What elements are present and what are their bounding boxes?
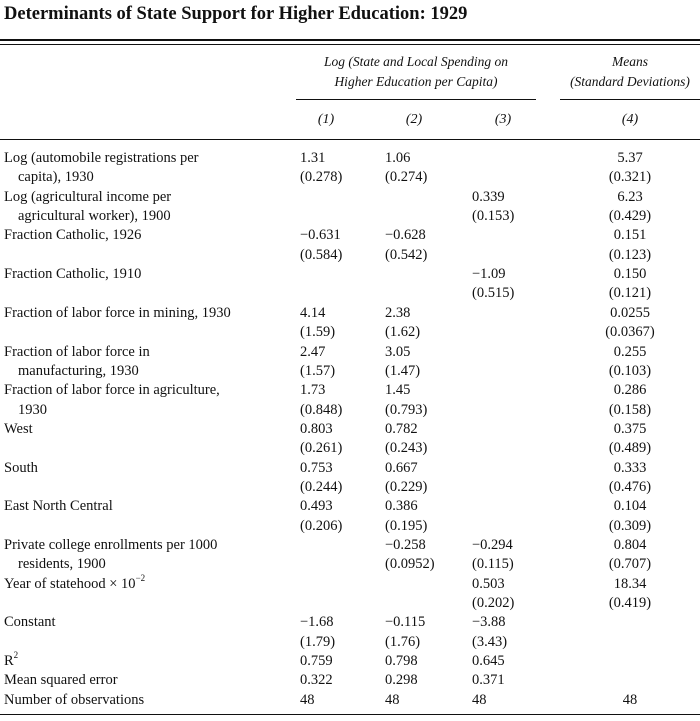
stat-value-cell: 48 (472, 691, 487, 708)
row-label: Fraction Catholic, 1910 (4, 266, 142, 283)
coefficient-cell: 1.31 (300, 150, 326, 166)
standard-error-cell: (0.195) (385, 517, 428, 534)
coefficient-cell: 0.333 (613, 459, 647, 476)
header-bottom-rule (0, 139, 700, 140)
coefficient-cell: 0.339 (472, 188, 505, 205)
row-label: Log (automobile registrations per (4, 150, 199, 166)
table-row (0, 304, 700, 324)
table-row-se (0, 362, 700, 382)
coefficient-cell: 0.150 (613, 266, 647, 283)
table-row-se (0, 207, 700, 227)
stat-value-cell: 48 (385, 691, 400, 708)
standard-error-cell: (0.274) (385, 169, 428, 186)
coefficient-cell: 2.47 (300, 343, 326, 360)
table-row-se (0, 168, 700, 188)
coefficient-cell: 5.37 (617, 150, 643, 166)
stat-row (0, 691, 700, 711)
standard-error-cell: (0.121) (608, 285, 652, 302)
table-row-se (0, 633, 700, 653)
col-number-1: (1) (317, 112, 335, 127)
coefficient-cell: 0.151 (613, 227, 647, 244)
col-number-2: (2) (405, 112, 423, 127)
coefficient-cell: 0.667 (385, 459, 418, 476)
bottom-rule (0, 714, 700, 715)
table-row-se (0, 517, 700, 537)
stat-row (0, 652, 700, 672)
row-label: West (4, 420, 33, 437)
stat-value-cell: 48 (300, 691, 315, 708)
row-label: Log (agricultural income per (4, 188, 172, 205)
coefficient-cell: 0.803 (300, 420, 333, 437)
coefficient-cell: 1.06 (385, 150, 411, 166)
coefficient-cell: 1.45 (385, 382, 411, 399)
table-row (0, 149, 700, 169)
row-label: Year of statehood × $10^{-2}$ (4, 572, 146, 592)
coefficient-cell: 0.255 (613, 343, 647, 360)
table-row (0, 265, 700, 285)
standard-error-cell: (0.244) (300, 478, 343, 495)
row-label: Fraction of labor force in (4, 343, 150, 360)
stat-value-cell: 0.759 (300, 653, 333, 670)
standard-error-cell: (0.115) (472, 556, 514, 573)
coefficient-cell: 6.23 (617, 188, 643, 205)
row-label: Private college enrollments per 1000 (4, 537, 218, 553)
col-number-4: (4) (621, 112, 639, 127)
row-label-continued: manufacturing, 1930 (18, 362, 139, 379)
standard-error-cell: (3.43) (472, 633, 508, 650)
standard-error-cell: (0.202) (472, 595, 515, 612)
standard-error-cell: (0.584) (300, 246, 343, 263)
row-label: Fraction of labor force in agriculture, (4, 382, 220, 399)
table-row-se (0, 439, 700, 459)
stat-value-cell: 0.298 (385, 672, 418, 689)
standard-error-cell: (0.515) (472, 285, 515, 302)
standard-error-cell: (0.229) (385, 478, 428, 495)
table-row (0, 572, 700, 595)
means-header-rule (560, 99, 700, 100)
row-label: Constant (4, 614, 56, 631)
standard-error-cell: (0.158) (608, 401, 652, 418)
stat-row (0, 671, 700, 691)
coefficient-cell: −3.88 (472, 614, 506, 631)
standard-error-cell: (0.707) (608, 556, 652, 573)
spending-header-line1: Log (State and Local Spending on (323, 54, 509, 69)
coefficient-cell: 0.286 (613, 382, 647, 399)
stat-value-cell: 0.371 (472, 672, 505, 689)
table-row (0, 343, 700, 363)
means-header-line1: Means (612, 54, 648, 69)
coefficient-cell: −1.68 (300, 614, 334, 631)
table-row (0, 536, 700, 556)
top-rule-thick (0, 39, 700, 41)
table-row (0, 459, 700, 479)
table-row-se (0, 478, 700, 498)
standard-error-cell: (0.793) (385, 401, 428, 418)
coefficient-cell: 0.804 (613, 537, 647, 553)
coefficient-cell: 18.34 (613, 575, 647, 592)
coefficient-cell: 0.375 (613, 420, 647, 437)
stat-value-cell: 48 (622, 691, 638, 708)
coefficient-cell: 0.0255 (610, 304, 650, 321)
standard-error-cell: (0.261) (300, 440, 343, 457)
superscript: −2 (135, 572, 146, 583)
row-label-continued: 1930 (18, 401, 47, 418)
coefficient-cell: −0.628 (385, 227, 426, 244)
standard-error-cell: (0.309) (608, 517, 652, 534)
standard-error-cell: (1.47) (385, 362, 421, 379)
coefficient-cell: −0.258 (385, 537, 426, 553)
means-header-line2: (Standard Deviations) (570, 74, 690, 89)
stat-value-cell: 0.798 (385, 653, 418, 670)
coefficient-cell: 1.73 (300, 382, 326, 399)
coefficient-cell: 4.14 (300, 304, 326, 321)
standard-error-cell: (1.59) (300, 324, 336, 341)
row-label-continued: residents, 1900 (18, 556, 106, 573)
row-label-continued: agricultural worker), 1900 (18, 208, 171, 225)
table-row-se (0, 401, 700, 421)
row-label: South (4, 459, 38, 476)
coefficient-cell: 2.38 (385, 304, 411, 321)
standard-error-cell: (0.278) (300, 169, 343, 186)
standard-error-cell: (0.206) (300, 517, 343, 534)
table-title: Determinants of State Support for Higher Education: 1929 (4, 4, 468, 24)
standard-error-cell: (0.848) (300, 401, 343, 418)
coefficient-cell: 3.05 (385, 343, 411, 360)
standard-error-cell: (1.79) (300, 633, 336, 650)
coefficient-cell: 0.782 (385, 420, 418, 437)
coefficient-cell: −0.631 (300, 227, 341, 244)
row-label: Fraction Catholic, 1926 (4, 227, 142, 244)
stat-label: $R^2$ (4, 650, 19, 670)
stat-label: Mean squared error (4, 672, 118, 689)
superscript: 2 (13, 650, 19, 661)
stat-value-cell: 0.645 (472, 653, 505, 670)
standard-error-cell: (1.62) (385, 324, 421, 341)
col-number-3: (3) (494, 112, 512, 127)
coefficient-cell: −0.294 (472, 537, 513, 553)
standard-error-cell: (0.321) (608, 169, 652, 186)
standard-error-cell: (0.0367) (605, 324, 655, 341)
standard-error-cell: (1.76) (385, 633, 421, 650)
table-row (0, 381, 700, 401)
table-row-se (0, 555, 700, 575)
spending-header (296, 52, 536, 92)
standard-error-cell: (0.243) (385, 440, 428, 457)
table-row (0, 188, 700, 208)
coefficient-cell: −0.115 (385, 614, 426, 631)
stat-label: Number of observations (4, 691, 145, 708)
table-row (0, 613, 700, 633)
coefficient-cell: 0.386 (385, 498, 418, 515)
table-row-se (0, 284, 700, 304)
table-row (0, 226, 700, 246)
standard-error-cell: (0.476) (608, 478, 652, 495)
standard-error-cell: (0.429) (608, 208, 652, 225)
row-label-continued: capita), 1930 (18, 169, 94, 186)
spending-header-line2: Higher Education per Capita) (334, 74, 498, 89)
top-rule-thin (0, 44, 700, 45)
standard-error-cell: (0.542) (385, 246, 428, 263)
table-row-se (0, 594, 700, 614)
standard-error-cell: (0.419) (608, 595, 652, 612)
table-row (0, 497, 700, 517)
table-row (0, 420, 700, 440)
coefficient-cell: −1.09 (472, 266, 506, 283)
row-label: Fraction of labor force in mining, 1930 (4, 304, 231, 321)
spending-header-rule (296, 99, 536, 100)
table-row-se (0, 246, 700, 266)
standard-error-cell: (1.57) (300, 362, 336, 379)
standard-error-cell: (0.153) (472, 208, 515, 225)
coefficient-cell: 0.503 (472, 575, 505, 592)
table-row-se (0, 323, 700, 343)
coefficient-cell: 0.104 (613, 498, 647, 515)
stat-value-cell: 0.322 (300, 672, 333, 689)
standard-error-cell: (0.489) (608, 440, 652, 457)
standard-error-cell: (0.0952) (385, 556, 435, 573)
standard-error-cell: (0.103) (608, 362, 652, 379)
row-label: East North Central (4, 498, 113, 515)
means-header (560, 52, 700, 92)
standard-error-cell: (0.123) (608, 246, 652, 263)
coefficient-cell: 0.753 (300, 459, 333, 476)
coefficient-cell: 0.493 (300, 498, 333, 515)
